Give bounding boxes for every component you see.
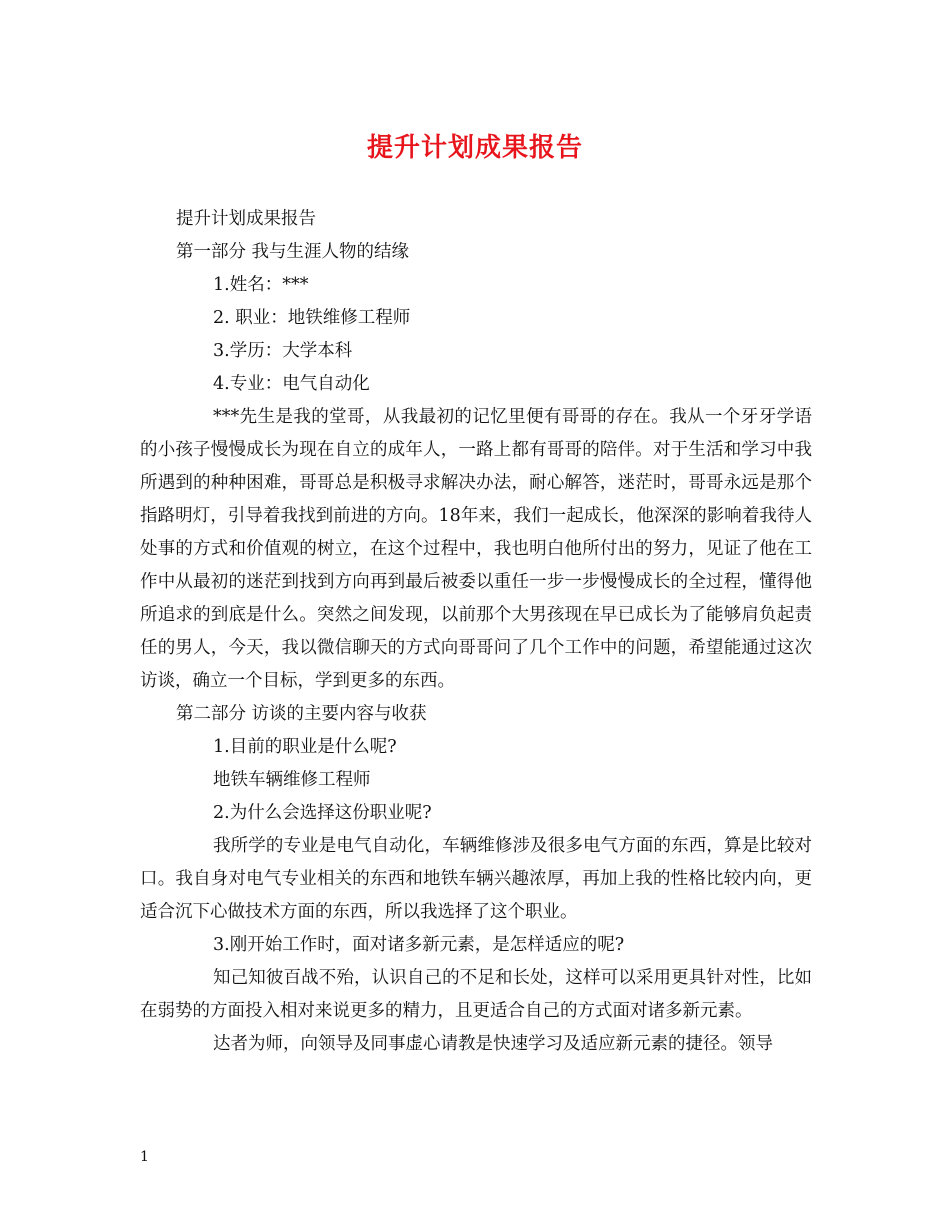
answer-2: 我所学的专业是电气自动化，车辆维修涉及很多电气方面的东西，算是比较对口。我自身对电气专业相关的东西和地铁车辆兴趣浓厚，再加上我的性格比较内向，更适合沉下心做技术方面的东西，所以我选择了这个职业。	[140, 836, 812, 922]
answer-3-paragraph-2: 达者为师，向领导及同事虚心请教是快速学习及适应新元素的捷径。领导	[213, 1034, 773, 1054]
profile-name: 1.姓名：***	[213, 275, 309, 295]
profile-education: 3.学历：大学本科	[213, 341, 353, 361]
question-1: 1.目前的职业是什么呢?	[213, 737, 397, 757]
profile-job: 2. 职业：地铁维修工程师	[213, 308, 411, 328]
document-body	[140, 203, 812, 1061]
subtitle-line: 提升计划成果报告	[176, 209, 316, 229]
part1-heading: 第一部分 我与生涯人物的结缘	[176, 242, 410, 262]
profile-major: 4.专业：电气自动化	[213, 374, 370, 394]
answer-3-paragraph-1: 知己知彼百战不殆，认识自己的不足和长处，这样可以采用更具针对性，比如在弱势的方面投入相对来说更多的精力，且更适合自己的方式面对诸多新元素。	[140, 968, 812, 1021]
question-2: 2.为什么会选择这份职业呢?	[213, 803, 432, 823]
answer-1: 地铁车辆维修工程师	[213, 770, 371, 790]
part2-heading: 第二部分 访谈的主要内容与收获	[176, 704, 427, 724]
document-title: 提升计划成果报告	[366, 133, 583, 163]
question-3: 3.刚开始工作时，面对诸多新元素，是怎样适应的呢?	[213, 935, 625, 955]
page-number: 1	[140, 1149, 149, 1165]
intro-paragraph: ***先生是我的堂哥，从我最初的记忆里便有哥哥的存在。我从一个牙牙学语的小孩子慢慢成长为现在自立的成年人，一路上都有哥哥的陪伴。对于生活和学习中我所遇到的种种困难，哥哥总是积极寻求解决办法，耐心解答，迷茫时，哥哥永远是那个指路明灯，引导着我找到前进的方向。18年来，我们一起成长，他深深的影响着我待人处事的方式和价值观的树立，在这个过程中，我也明白他所付出的努力，见证了他在工作中从最初的迷茫到找到方向再到最后被委以重任一步一步慢慢成长的全过程，懂得他所追求的到底是什么。突然之间发现，以前那个大男孩现在早已成长为了能够肩负起责任的男人，今天，我以微信聊天的方式向哥哥问了几个工作中的问题，希望能通过这次访谈，确立一个目标，学到更多的东西。	[140, 407, 812, 691]
